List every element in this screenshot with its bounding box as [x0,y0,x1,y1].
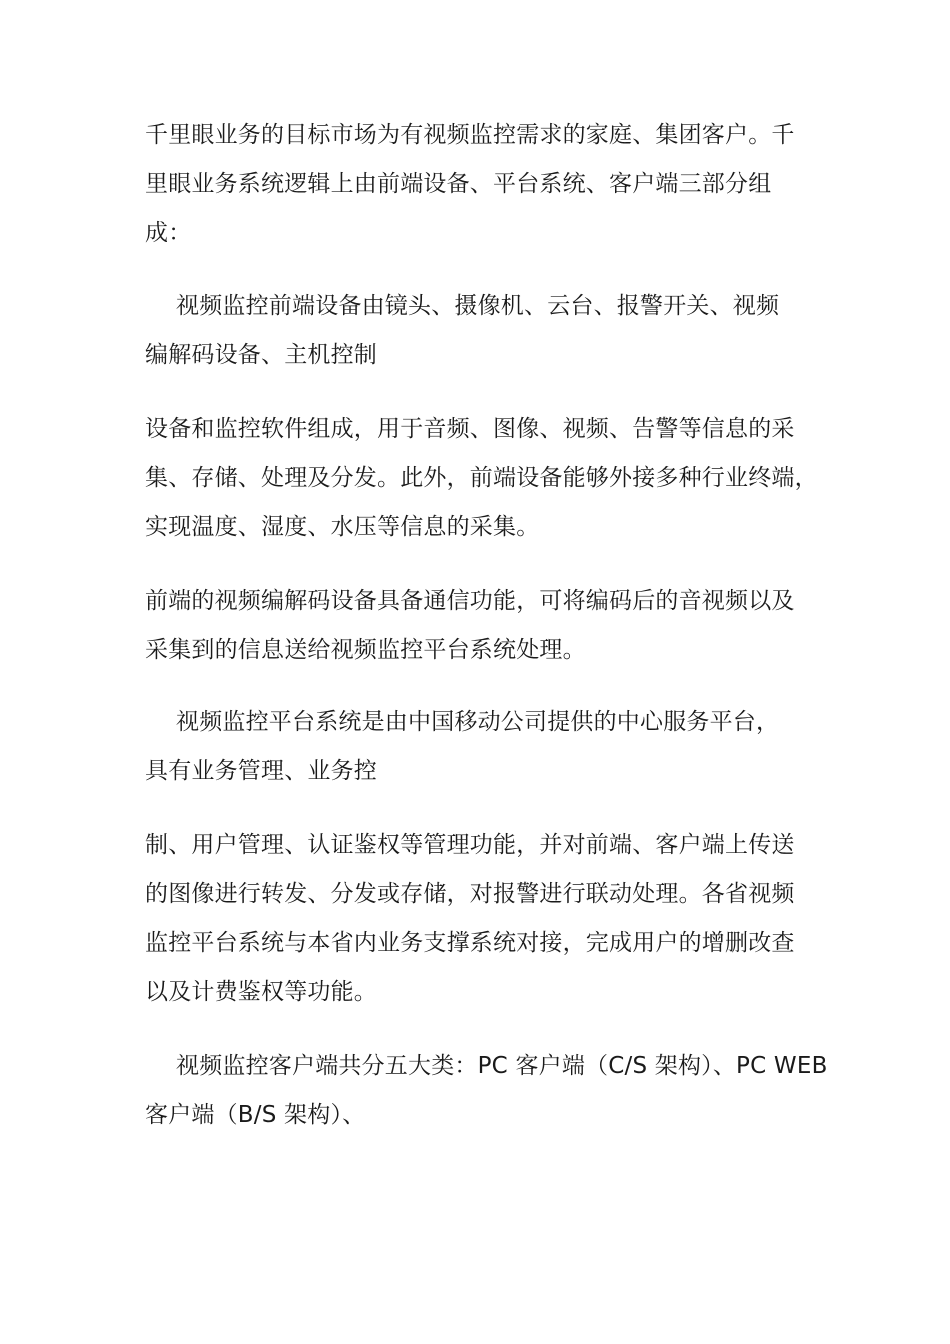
text-line: 设备和监控软件组成，用于音频、图像、视频、告警等信息的采 [145,416,795,442]
text-line: 成： [145,220,192,246]
paragraph-frontend-devices [145,282,813,380]
text-line: 实现温度、湿度、水压等信息的采集。 [145,514,540,540]
paragraph-clients [145,1042,828,1140]
text-line: 千里眼业务的目标市场为有视频监控需求的家庭、集团客户。千 [145,122,795,148]
text-line: 客户端（B/S 架构）、 [145,1102,366,1128]
paragraph-platform [145,698,813,796]
text-line: 视频监控平台系统是由中国移动公司提供的中心服务平台， [176,709,780,735]
text-line: 制、用户管理、认证鉴权等管理功能，并对前端、客户端上传送 [145,832,795,858]
text-line: 以及计费鉴权等功能。 [145,979,377,1005]
text-line: 编解码设备、主机控制 [145,342,377,368]
text-line: 的图像进行转发、分发或存储，对报警进行联动处理。各省视频 [145,881,795,907]
text-line: 集、存储、处理及分发。此外，前端设备能够外接多种行业终端， [145,465,818,491]
paragraph-intro [145,111,813,258]
paragraph-codec [145,577,813,675]
paragraph-platform-functions [145,821,813,1017]
paragraph-frontend-functions [145,405,818,552]
text-line: 监控平台系统与本省内业务支撑系统对接，完成用户的增删改查 [145,930,795,956]
text-line: 具有业务管理、业务控 [145,758,377,784]
text-line: 采集到的信息送给视频监控平台系统处理。 [145,637,586,663]
text-line: 视频监控客户端共分五大类：PC 客户端（C/S 架构）、PC WEB [176,1053,828,1079]
text-line: 视频监控前端设备由镜头、摄像机、云台、报警开关、视频 [176,293,780,319]
text-line: 前端的视频编解码设备具备通信功能，可将编码后的音视频以及 [145,588,795,614]
text-line: 里眼业务系统逻辑上由前端设备、平台系统、客户端三部分组 [145,171,772,197]
